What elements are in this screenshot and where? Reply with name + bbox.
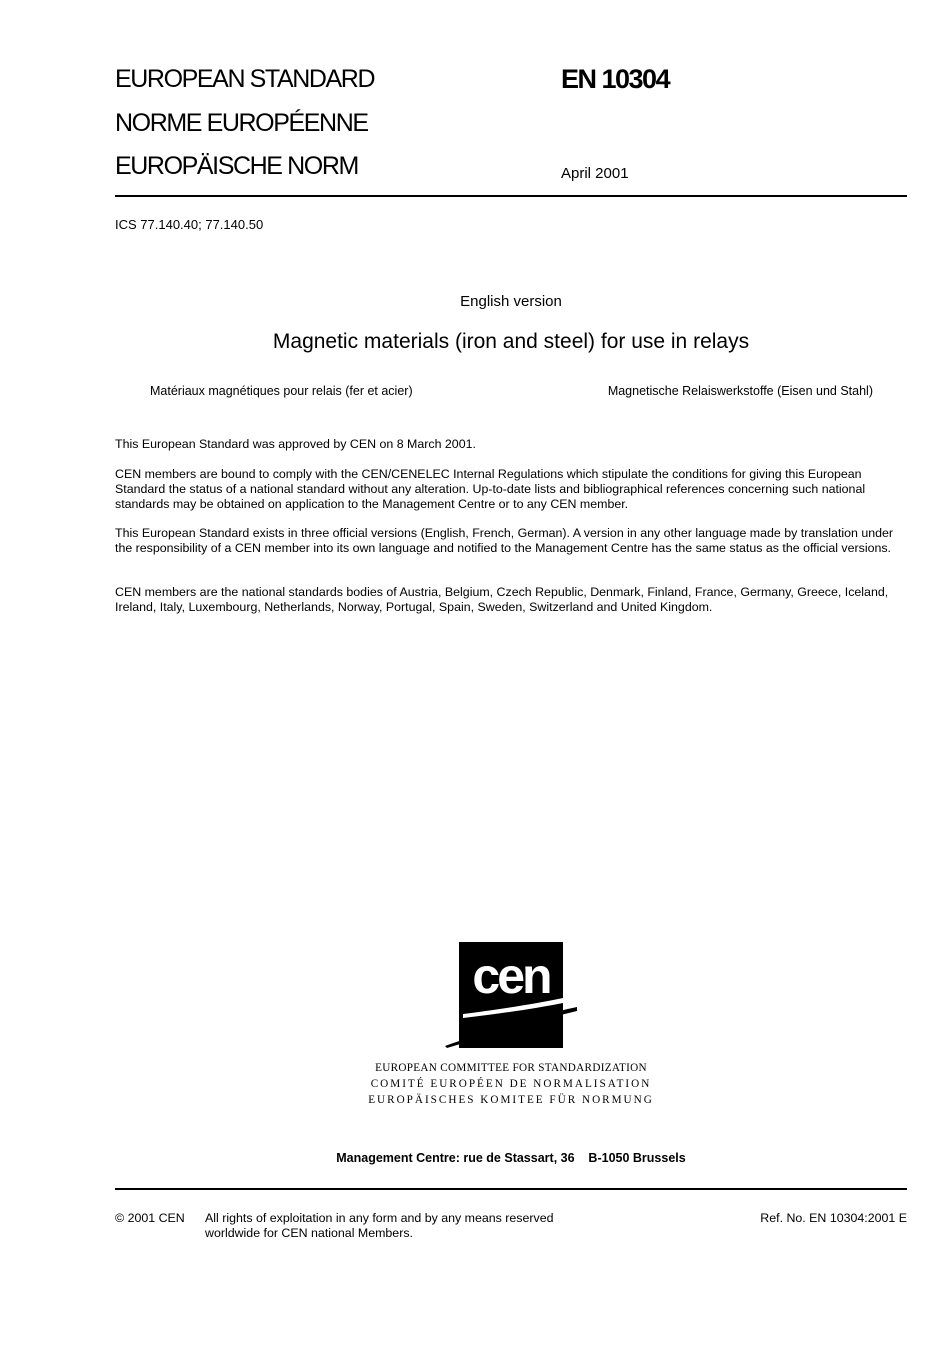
standard-title-german: EUROPÄISCHE NORM: [115, 152, 358, 180]
compliance-paragraph: CEN members are bound to comply with the CEN/CENELEC Internal Regulations which stipulate the conditions for giving this European Standard the status of a national standard without any alteration. Up-to-date lists and bibliographical references concerning such national standards may be obtained on application to the Management Centre or to any CEN member.: [115, 467, 866, 511]
standard-title-english: EUROPEAN STANDARD: [115, 65, 375, 93]
committee-name-french: COMITÉ EUROPÉEN DE NORMALISATION: [370, 1078, 652, 1090]
rights-line-1: All rights of exploitation in any form and by any means reserved: [205, 1211, 554, 1225]
rights-line-2: worldwide for CEN national Members.: [205, 1226, 413, 1240]
ics-code: ICS 77.140.40; 77.140.50: [115, 217, 264, 232]
reference-number: Ref. No. EN 10304:2001 E: [760, 1211, 907, 1225]
members-paragraph: CEN members are the national standards bodies of Austria, Belgium, Czech Republic, Denmark, Finland, France, Germany, Greece, Iceland, Ireland, Italy, Luxembourg, Netherlands, Norway, Portugal, Spain, Sweden, Switzerland and United Kingdom.: [115, 585, 889, 614]
version-label: English version: [460, 293, 562, 310]
title-french: Matériaux magnétiques pour relais (fer et acier): [150, 384, 413, 398]
committee-name-german: EUROPÄISCHES KOMITEE FÜR NORMUNG: [368, 1094, 654, 1106]
cen-logo: [445, 942, 580, 1050]
approval-paragraph: This European Standard was approved by CEN on 8 March 2001.: [115, 437, 476, 451]
versions-paragraph: This European Standard exists in three official versions (English, French, German). A version in any other language made by translation under the responsibility of a CEN member into its own language and notified to the Management Centre has the same status as the official versions.: [115, 526, 894, 555]
management-centre-address: Management Centre: rue de Stassart, 36 B-1050 Brussels: [336, 1151, 686, 1165]
document-title: Magnetic materials (iron and steel) for use in relays: [272, 330, 750, 353]
cen-logo-letters: cen: [472, 948, 550, 1004]
standard-number: EN 10304: [561, 64, 670, 94]
rights-statement: [205, 1211, 554, 1241]
title-german: Magnetische Relaiswerkstoffe (Eisen und Stahl): [607, 384, 873, 398]
publication-date: April 2001: [561, 165, 629, 182]
committee-name-english: EUROPEAN COMMITTEE FOR STANDARDIZATION: [375, 1062, 647, 1074]
header-divider: [115, 195, 907, 197]
copyright: © 2001 CEN: [115, 1211, 185, 1225]
standard-title-french: NORME EUROPÉENNE: [115, 109, 368, 137]
footer-divider: [115, 1188, 907, 1190]
